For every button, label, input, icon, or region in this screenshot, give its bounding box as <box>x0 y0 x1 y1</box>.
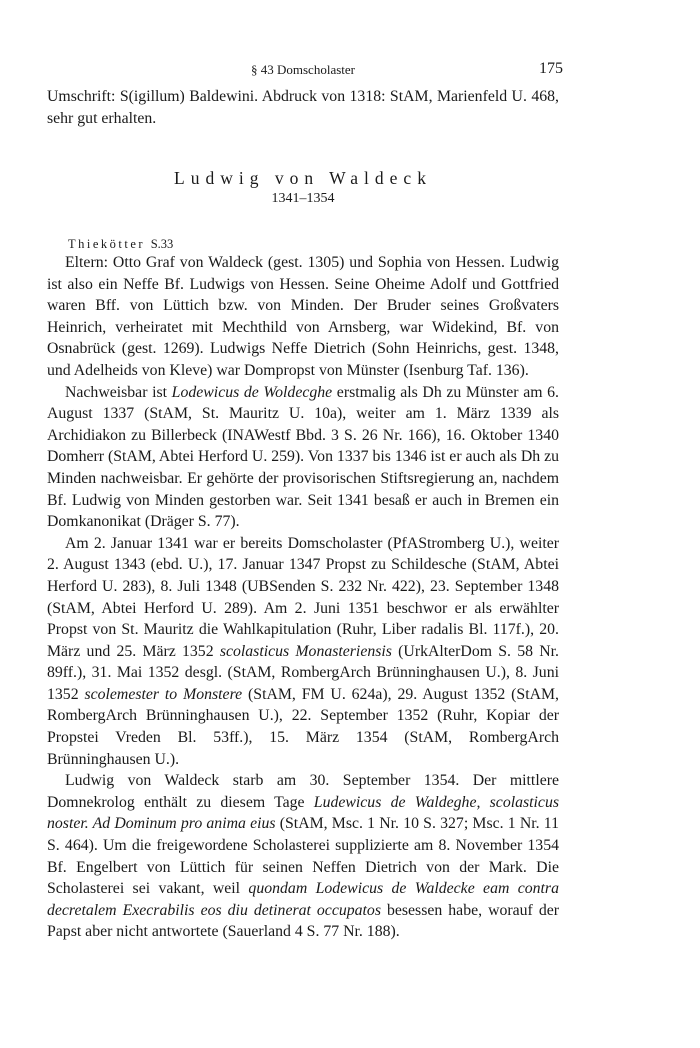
p3-text-c: (UrkAlterDom S. 58 Nr. 89ff.), 31. Mai 1352 desgl. (StAM, RombergArch Brünninghausen U.), 8. Juni 1352 <box>47 642 559 703</box>
section-title: Ludwig von Waldeck <box>174 168 432 188</box>
p2-text-c: erstmalig als Dh zu Münster am 6. August 1337 (StAM, St. Mauritz U. 10a), weiter am 1. März 1339 als Archidiakon zu Billerbeck (INAWestf Bbd. 3 S. 26 Nr. 166), 16. Oktober 1340 Domherr (StAM, Abtei Herford U. 259). Von 1337 bis 1346 ist er auch als Dh zu Minden nachweisbar. Er gehörte der provisorischen Stiftsregierung an, nachdem Bf. Ludwig von Minden gestorben war. Seit 1341 besaß er auch in Bremen ein Domkanonikat (Dräger S. 77). <box>47 383 559 531</box>
p3-italic-d: scolemester to Monstere <box>84 685 243 703</box>
paragraph-death <box>47 770 559 943</box>
p4-italic-d: quondam Lodewicus de Waldecke eam contra decretalem Execrabilis eos diu detinerat occupatos <box>47 880 559 919</box>
author-reference <box>68 237 173 252</box>
biography-body <box>47 252 559 943</box>
p2-italic-b: Lodewicus de Woldecghe <box>171 383 333 401</box>
p3-text-a: Am 2. Januar 1341 war er bereits Domscholaster (PfAStromberg U.), weiter 2. August 1343 (ebd. U.), 17. Januar 1347 Propst zu Schildesche (StAM, Abtei Herford U. 283), 8. Juli 1348 (UBSenden S. 232 Nr. 422), 23. September 1348 (StAM, Abtei Herford U. 289). Am 2. Juni 1351 beschwor er als erwählter Propst von St. Mauritz die Wahlkapitulation (Ruhr, Liber radalis Bl. 117f.), 20. März und 25. März 1352 <box>47 534 559 660</box>
p2-text-a: Nachweisbar ist <box>65 383 172 401</box>
p4-text-c: (StAM, Msc. 1 Nr. 10 S. 327; Msc. 1 Nr. 11 S. 464). Um die freigewordene Scholasterei supplizierte am 8. November 1354 Bf. Engelbert von Lüttich für seinen Neffen Dietrich von der Mark. Die Scholasterei sei vakant, weil <box>47 815 560 898</box>
seal-inscription-paragraph: Umschrift: S(igillum) Baldewini. Abdruck von 1318: StAM, Marienfeld U. 468, sehr gut erhalten. <box>47 88 559 127</box>
section-years: 1341–1354 <box>271 191 335 206</box>
p3-italic-b: scolasticus Monasteriensis <box>219 642 392 660</box>
paragraph-first-records <box>47 382 559 533</box>
top-paragraph <box>47 86 559 129</box>
p4-italic-b: Ludewicus de Waldeghe, scolasticus noster. Ad Dominum pro anima eius <box>47 793 559 833</box>
p4-text-e: besessen habe, worauf der Papst aber nicht antwortete (Sauerland 4 S. 77 Nr. 188). <box>47 901 560 941</box>
paragraph-domscholaster <box>47 533 559 771</box>
page-number: 175 <box>539 60 563 77</box>
p4-text-a: Ludwig von Waldeck starb am 30. September 1354. Der mittlere Domnekrolog enthält zu diesem Tage <box>47 772 559 811</box>
paragraph-parents: Eltern: Otto Graf von Waldeck (gest. 1305) und Sophia von Hessen. Ludwig ist also ein Neffe Bf. Ludwigs von Hessen. Seine Oheime Adolf und Gottfried waren Bff. von Lüttich bzw. von Minden. Der Bruder seines Großvaters Heinrich, verheiratet mit Mechthild von Arnsberg, war Widekind, Bf. von Osnabrück (gest. 1269). Ludwigs Neffe Dietrich (Sohn Heinrichs, gest. 1348, und Adelheids von Kleve) war Dompropst von Münster (Isenburg Taf. 136). <box>47 254 559 379</box>
p3-text-e: (StAM, FM U. 624a), 29. August 1352 (StAM, RombergArch Brünninghausen U.), 22. September 1352 (Ruhr, Kopiar der Propstei Vreden Bl. 53ff.), 15. März 1354 (StAM, RombergArch Brünninghausen U.). <box>47 685 560 768</box>
page-header <box>47 60 563 80</box>
author-name: Thiekötter <box>68 237 146 251</box>
running-head: § 43 Domscholaster <box>251 62 355 77</box>
author-page-ref: S.33 <box>150 237 174 251</box>
